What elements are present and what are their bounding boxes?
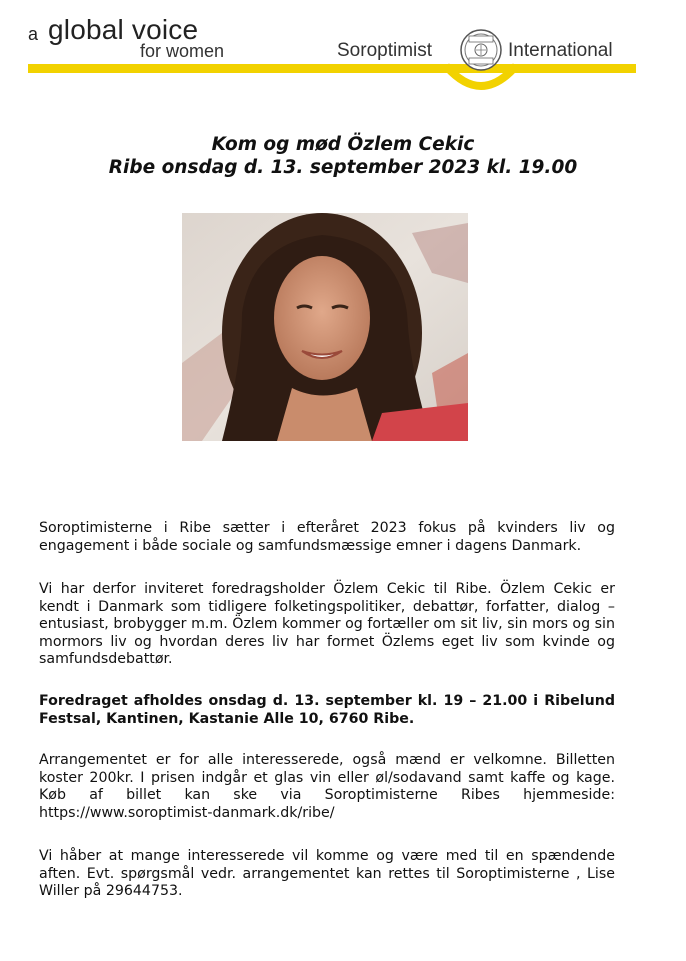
soroptimist-seal-icon — [460, 29, 502, 71]
tagline-sub: for women — [140, 41, 225, 61]
venue-paragraph: Foredraget afholdes onsdag d. 13. september kl. 19 – 21.00 i Ribelund Festsal, Kantinen, Kastanie Alle 10, 6760 Ribe. — [39, 693, 615, 727]
event-title: Kom og mød Özlem Cekic — [211, 134, 475, 155]
header-accent-bar — [28, 64, 636, 73]
tagline-prefix: a — [28, 24, 39, 44]
contact-paragraph: Vi håber at mange interesserede vil komme og være med til en spændende aften. Evt. spørgsmål vedr. arrangementet kan rettes til Soroptimisterne , Lise Willer på 29644753. — [39, 848, 615, 900]
brand-name-left: Soroptimist — [337, 40, 433, 61]
ticket-paragraph: Arrangementet er for alle interesserede, også mænd er velkomne. Billetten koster 200kr. I prisen indgår et glas vin eller øl/sodavand samt kaffe og kage. Køb af billet kan ske via Soroptimisterne Ribes hjemmeside: https://www.soroptimist-danmark.dk/ribe/ — [39, 752, 615, 821]
brand-name-right: International — [508, 40, 613, 61]
intro-paragraph: Soroptimisterne i Ribe sætter i efteråret 2023 fokus på kvinders liv og engagement i både sociale og samfundsmæssige emner i dagens Danmark. — [39, 520, 615, 554]
event-date-line: Ribe onsdag d. 13. september 2023 kl. 19.00 — [108, 157, 578, 178]
speaker-portrait — [182, 213, 468, 441]
letterhead — [0, 0, 686, 100]
tagline-main: global voice — [48, 14, 199, 45]
speaker-paragraph: Vi har derfor inviteret foredragsholder Özlem Cekic til Ribe. Özlem Cekic er kendt i Danmark som tidligere folketingspolitiker, debattør, forfatter, dialog – entusiast, brobygger m.m. Özlem kommer og fortæller om sit liv, sin mors og sin mormors liv og hvordan deres liv har formet Özlems eget liv som kvinde og samfundsdebattør. — [39, 581, 615, 668]
